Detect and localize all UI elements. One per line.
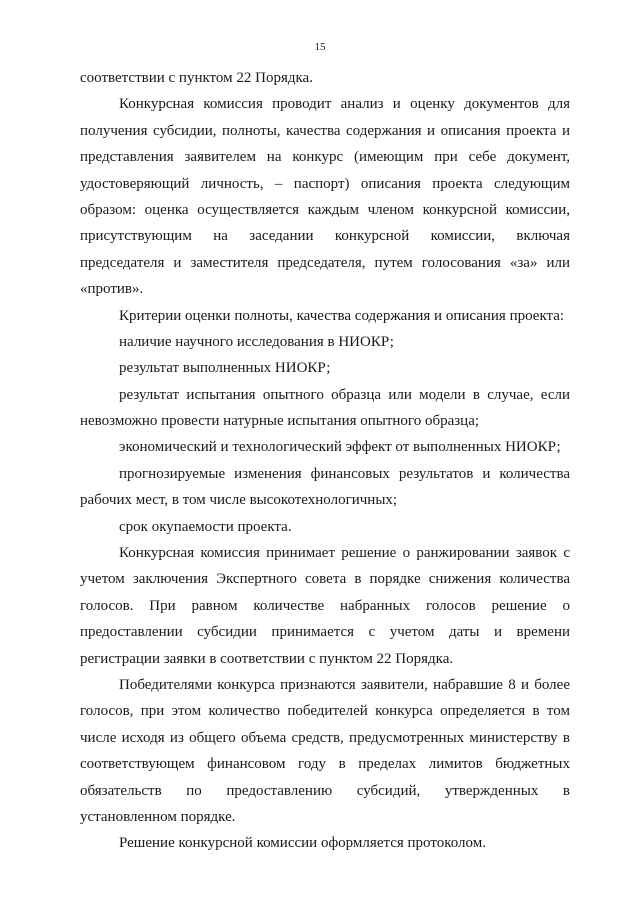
text-line: соответствии с пунктом 22 Порядка.	[80, 70, 313, 86]
text-line: установленном порядке.	[80, 808, 236, 825]
text-line: присутствующим на заседании конкурсной комиссии, включая	[80, 228, 570, 245]
paragraph	[80, 540, 570, 672]
text-line: Победителями конкурса признаются заявители, набравшие 8 и более	[119, 676, 570, 693]
text-line: Конкурсная комиссия проводит анализ и оценку документов для	[119, 96, 570, 113]
text-line: экономический и технологический эффект от выполненных НИОКР;	[119, 439, 561, 456]
text-line: обязательств по предоставлению субсидий, утвержденных в	[80, 782, 570, 799]
text-line: образом: оценка осуществляется каждым членом конкурсной комиссии,	[80, 201, 570, 218]
text-line: регистрации заявки в соответствии с пунктом 22 Порядка.	[80, 650, 454, 667]
paragraph	[80, 65, 570, 91]
text-line: невозможно провести натурные испытания опытного образца;	[80, 413, 480, 430]
text-line: Решение конкурсной комиссии оформляется протоколом.	[119, 835, 486, 852]
paragraph	[80, 514, 570, 540]
paragraph	[80, 672, 570, 830]
paragraph	[80, 382, 570, 435]
text-line: числе исходя из общего объема средств, предусмотренных министерству в	[80, 729, 570, 746]
paragraph	[80, 303, 570, 329]
text-line: результат испытания опытного образца или модели в случае, если	[119, 386, 570, 403]
text-line: Критерии оценки полноты, качества содержания и описания проекта:	[119, 307, 565, 324]
text-line: удостоверяющий личность, – паспорт) описания проекта следующим	[80, 175, 570, 192]
text-line: голосов, при этом количество победителей конкурса определяется в том	[80, 703, 570, 720]
paragraph	[80, 434, 570, 460]
paragraph	[80, 329, 570, 355]
text-line: «против».	[80, 281, 144, 298]
text-line: срок окупаемости проекта.	[119, 518, 292, 535]
text-line: соответствующем финансовом году в пределах лимитов бюджетных	[80, 756, 570, 773]
document-body	[80, 65, 570, 857]
paragraph	[80, 91, 570, 302]
page-number: 15	[314, 41, 326, 53]
text-line: предоставлении субсидии принимается с учетом даты и времени	[80, 624, 570, 641]
text-line: наличие научного исследования в НИОКР;	[119, 333, 394, 350]
text-line: результат выполненных НИОКР;	[119, 360, 331, 377]
text-line: получения субсидии, полноты, качества содержания и описания проекта и	[80, 122, 570, 139]
text-line: рабочих мест, в том числе высокотехнологичных;	[80, 492, 398, 509]
paragraph	[80, 461, 570, 514]
text-line: учетом заключения Экспертного совета в порядке снижения количества	[80, 571, 570, 588]
text-line: председателя и заместителя председателя, путем голосования «за» или	[80, 254, 570, 271]
paragraph	[80, 355, 570, 381]
text-line: прогнозируемые изменения финансовых результатов и количества	[119, 465, 570, 482]
text-line: голосов. При равном количестве набранных голосов решение о	[80, 597, 570, 614]
text-line: представления заявителем на конкурс (имеющим при себе документ,	[80, 149, 570, 166]
text-line: Конкурсная комиссия принимает решение о ранжировании заявок с	[119, 545, 570, 562]
paragraph	[80, 830, 570, 856]
